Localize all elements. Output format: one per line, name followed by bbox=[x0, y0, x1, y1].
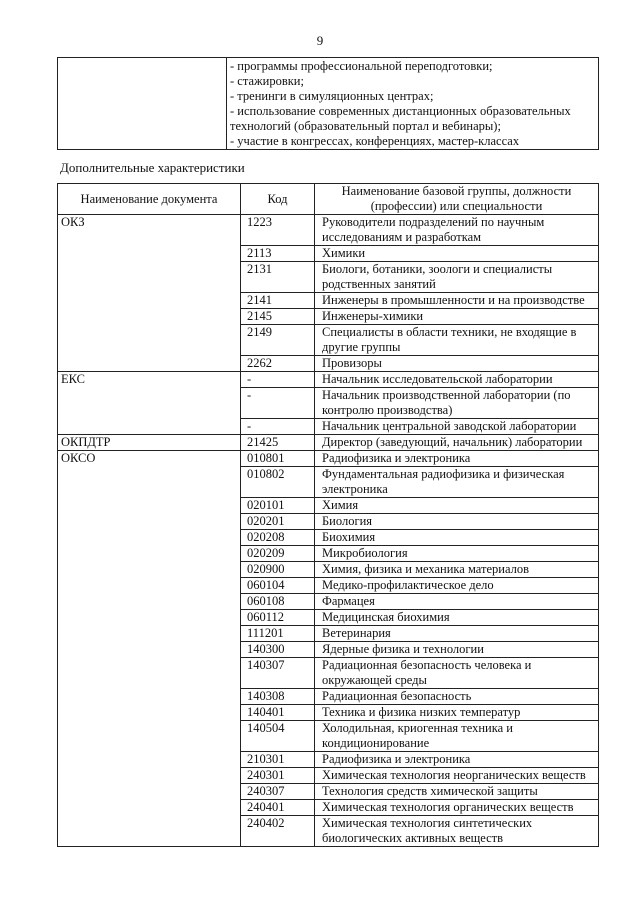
occupation-name-cell: Биология bbox=[315, 514, 599, 530]
code-cell: 240301 bbox=[241, 768, 315, 784]
code-cell: - bbox=[241, 388, 315, 419]
header-document: Наименование документа bbox=[58, 184, 241, 215]
document-type-cell: ЕКС bbox=[58, 372, 241, 435]
occupation-name-cell: Медико-профилактическое дело bbox=[315, 578, 599, 594]
occupation-name-cell: Директор (заведующий, начальник) лаборатории bbox=[315, 435, 599, 451]
list-item: - программы профессиональной переподготовки; bbox=[230, 59, 493, 73]
occupation-name-cell: Начальник исследовательской лаборатории bbox=[315, 372, 599, 388]
document-type-cell: ОКСО bbox=[58, 451, 241, 847]
occupation-name-cell: Инженеры в промышленности и на производстве bbox=[315, 293, 599, 309]
characteristics-table bbox=[57, 183, 599, 847]
occupation-name-cell: Руководители подразделений по научным исследованиям и разработкам bbox=[315, 215, 599, 246]
occupation-name-cell: Радиационная безопасность bbox=[315, 689, 599, 705]
code-cell: 060108 bbox=[241, 594, 315, 610]
list-item: - использование современных дистанционных образовательных технологий (образовательный портал и вебинары); bbox=[230, 104, 571, 133]
occupation-name-cell: Радиофизика и электроника bbox=[315, 451, 599, 467]
occupation-name-cell: Химическая технология органических веществ bbox=[315, 800, 599, 816]
training-forms-list bbox=[227, 58, 599, 150]
occupation-name-cell: Ветеринария bbox=[315, 626, 599, 642]
code-cell: 2141 bbox=[241, 293, 315, 309]
occupation-name-cell: Биологи, ботаники, зоологи и специалисты родственных занятий bbox=[315, 262, 599, 293]
table-row bbox=[58, 372, 599, 388]
occupation-name-cell: Начальник центральной заводской лаборатории bbox=[315, 419, 599, 435]
code-cell: 21425 bbox=[241, 435, 315, 451]
code-cell: 1223 bbox=[241, 215, 315, 246]
table-row bbox=[58, 435, 599, 451]
code-cell: 020208 bbox=[241, 530, 315, 546]
occupation-name-cell: Ядерные физика и технологии bbox=[315, 642, 599, 658]
occupation-name-cell: Провизоры bbox=[315, 356, 599, 372]
code-cell: 2113 bbox=[241, 246, 315, 262]
code-cell: 240402 bbox=[241, 816, 315, 847]
code-cell: 140401 bbox=[241, 705, 315, 721]
occupation-name-cell: Техника и физика низких температур bbox=[315, 705, 599, 721]
code-cell: - bbox=[241, 419, 315, 435]
occupation-name-cell: Химическая технология синтетических биологических активных веществ bbox=[315, 816, 599, 847]
table-header-row bbox=[58, 184, 599, 215]
occupation-name-cell: Холодильная, криогенная техника и кондиционирование bbox=[315, 721, 599, 752]
table-row bbox=[58, 215, 599, 246]
code-cell: 020101 bbox=[241, 498, 315, 514]
code-cell: 240401 bbox=[241, 800, 315, 816]
occupation-name-cell: Медицинская биохимия bbox=[315, 610, 599, 626]
code-cell: 2145 bbox=[241, 309, 315, 325]
code-cell: 010801 bbox=[241, 451, 315, 467]
code-cell: 2262 bbox=[241, 356, 315, 372]
occupation-name-cell: Биохимия bbox=[315, 530, 599, 546]
table-row bbox=[58, 451, 599, 467]
code-cell: 060104 bbox=[241, 578, 315, 594]
code-cell: 2149 bbox=[241, 325, 315, 356]
section-title: Дополнительные характеристики bbox=[60, 160, 245, 175]
training-forms-left-cell bbox=[58, 58, 227, 150]
list-item: - участие в конгрессах, конференциях, мастер-классах bbox=[230, 134, 520, 148]
document-type-cell: ОКПДТР bbox=[58, 435, 241, 451]
code-cell: 020209 bbox=[241, 546, 315, 562]
code-cell: 2131 bbox=[241, 262, 315, 293]
header-code: Код bbox=[241, 184, 315, 215]
occupation-name-cell: Химическая технология неорганических веществ bbox=[315, 768, 599, 784]
occupation-name-cell: Специалисты в области техники, не входящие в другие группы bbox=[315, 325, 599, 356]
occupation-name-cell: Микробиология bbox=[315, 546, 599, 562]
occupation-name-cell: Начальник производственной лаборатории (по контролю производства) bbox=[315, 388, 599, 419]
code-cell: 210301 bbox=[241, 752, 315, 768]
code-cell: 020900 bbox=[241, 562, 315, 578]
code-cell: 020201 bbox=[241, 514, 315, 530]
code-cell: 010802 bbox=[241, 467, 315, 498]
occupation-name-cell: Фармацея bbox=[315, 594, 599, 610]
code-cell: 111201 bbox=[241, 626, 315, 642]
code-cell: 240307 bbox=[241, 784, 315, 800]
occupation-name-cell: Химия bbox=[315, 498, 599, 514]
document-type-cell: ОКЗ bbox=[58, 215, 241, 372]
occupation-name-cell: Радиофизика и электроника bbox=[315, 752, 599, 768]
code-cell: 140504 bbox=[241, 721, 315, 752]
list-item: - тренинги в симуляционных центрах; bbox=[230, 89, 434, 103]
code-cell: 140308 bbox=[241, 689, 315, 705]
code-cell: - bbox=[241, 372, 315, 388]
occupation-name-cell: Фундаментальная радиофизика и физическая электроника bbox=[315, 467, 599, 498]
occupation-name-cell: Радиационная безопасность человека и окружающей среды bbox=[315, 658, 599, 689]
header-name: Наименование базовой группы, должности (профессии) или специальности bbox=[315, 184, 599, 215]
occupation-name-cell: Инженеры-химики bbox=[315, 309, 599, 325]
training-forms-table bbox=[57, 57, 599, 150]
code-cell: 140307 bbox=[241, 658, 315, 689]
list-item: - стажировки; bbox=[230, 74, 304, 88]
page-number: 9 bbox=[316, 33, 324, 48]
occupation-name-cell: Технология средств химической защиты bbox=[315, 784, 599, 800]
occupation-name-cell: Химия, физика и механика материалов bbox=[315, 562, 599, 578]
code-cell: 140300 bbox=[241, 642, 315, 658]
code-cell: 060112 bbox=[241, 610, 315, 626]
occupation-name-cell: Химики bbox=[315, 246, 599, 262]
